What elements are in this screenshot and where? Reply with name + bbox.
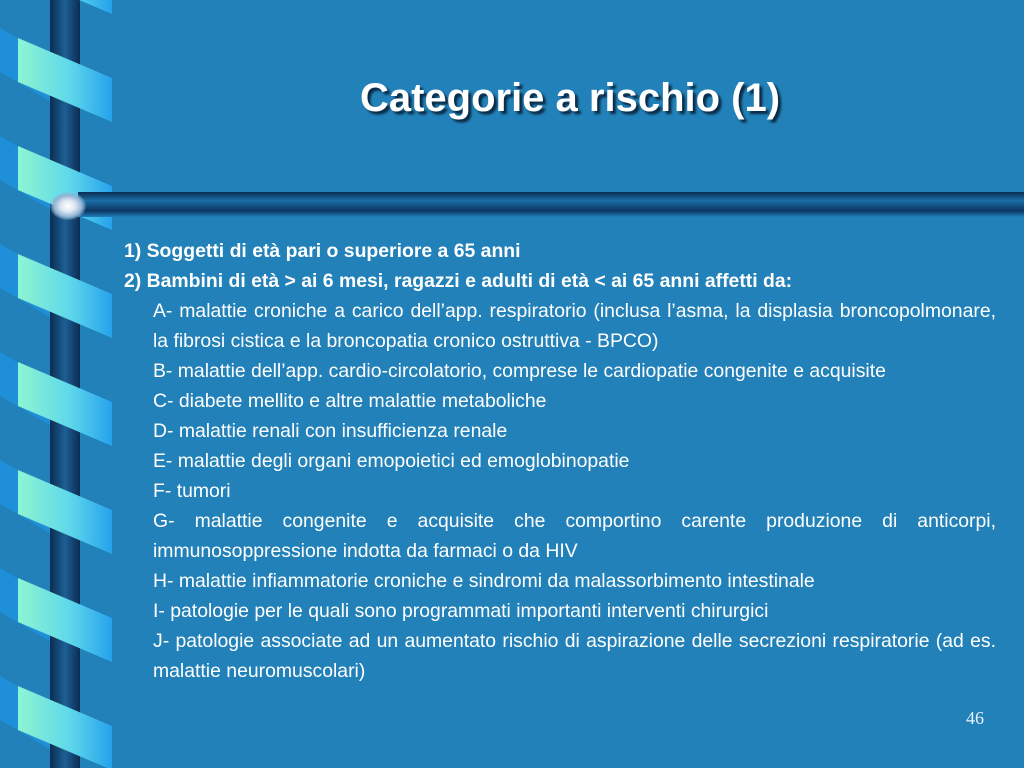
- list-item: 1) Soggetti di età pari o superiore a 65 anni: [124, 240, 521, 262]
- sub-list-item: H- malattie infiammatorie croniche e sindromi da malassorbimento intestinale: [153, 570, 815, 592]
- divider-knob: [50, 192, 86, 220]
- sub-list-item: F- tumori: [153, 480, 231, 502]
- sub-list-item: D- malattie renali con insufficienza renale: [153, 420, 508, 442]
- sub-list-item: C- diabete mellito e altre malattie metaboliche: [153, 390, 547, 412]
- sub-list-item: J- patologie associate ad un aumentato rischio di aspirazione delle secrezioni respiratorie (ad es. malattie neuromuscolari): [153, 630, 996, 682]
- sub-list-item: G- malattie congenite e acquisite che comportino carente produzione di anticorpi, immunosoppressione indotta da farmaci o da HIV: [153, 510, 996, 562]
- decorative-spiral-ribbon: [0, 0, 115, 768]
- slide-content: [124, 236, 996, 686]
- list-item: 2) Bambini di età > ai 6 mesi, ragazzi e adulti di età < ai 65 anni affetti da:: [124, 270, 793, 292]
- title-divider-bar: [78, 192, 1024, 217]
- sub-list-item: A- malattie croniche a carico dell’app. respiratorio (inclusa l’asma, la displasia broncopolmonare, la fibrosi cistica e la broncopatia cronico ostruttiva - BPCO): [153, 300, 996, 352]
- sub-list-item: B- malattie dell’app. cardio-circolatorio, comprese le cardiopatie congenite e acquisite: [153, 360, 886, 382]
- slide-title: Categorie a rischio (1): [359, 76, 781, 120]
- sub-list-item: E- malattie degli organi emopoietici ed emoglobinopatie: [153, 450, 630, 472]
- page-number: 46: [966, 708, 984, 728]
- sub-list-item: I- patologie per le quali sono programmati importanti interventi chirurgici: [153, 600, 769, 622]
